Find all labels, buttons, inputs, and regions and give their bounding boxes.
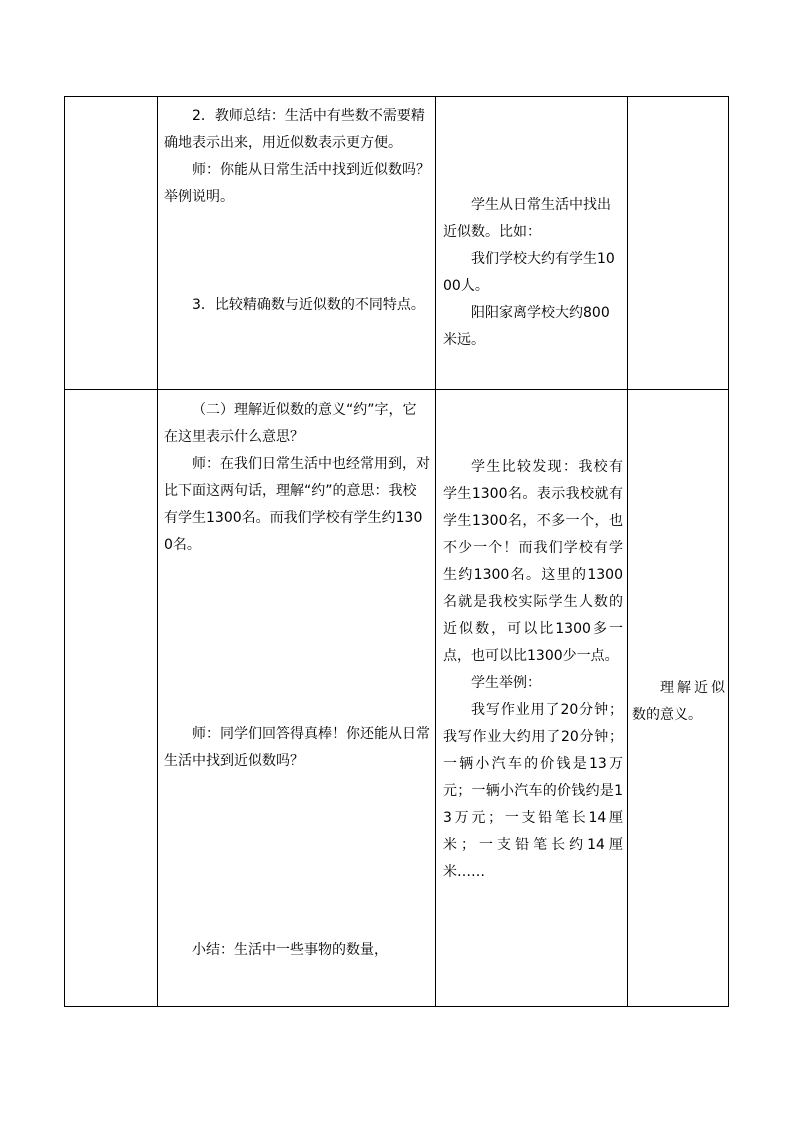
row1-teacher-cell [164,103,430,319]
student-compare-text: 学生比较发现：我校有学生1300名。表示我校就有学生1300名，不多一个，也不少一个！而我们学校有学生约1300名。这里的1300名就是我校实际学生人数的近似数，可以比1300多一点，也可以比1300少一点。 [443,459,623,664]
design-intent-text: 理解近似数的意义。 [632,680,725,723]
row-divider [64,389,729,390]
table-border-top [64,96,729,97]
compare-features-text: 3．比较精确数与近似数的不同特点。 [192,297,425,313]
table-border-left [64,96,65,1007]
student-find-text: 学生从日常生活中找出近似数。比如： [443,197,611,240]
row2-student-cell [443,454,623,886]
student-examples-label: 学生举例： [471,675,541,691]
column-divider-3 [627,96,628,1007]
teacher-question-text: 师：你能从日常生活中找到近似数吗？举例说明。 [164,162,430,205]
teacher-praise-text: 师：同学们回答得真棒！你还能从日常生活中找到近似数吗？ [164,726,430,769]
table-border-right [728,96,729,1007]
student-examples-text: 我写作业用了20分钟；我写作业大约用了20分钟；一辆小汽车的价钱是13万元；一辆小汽车的价钱约是13万元；一支铅笔长14厘米；一支铅笔长约14厘米…… [443,702,623,880]
teacher-summary-text: 2．教师总结：生活中有些数不需要精确地表示出来，用近似数表示更方便。 [164,108,425,151]
section-heading-text: （二）理解近似数的意义“约”字，它在这里表示什么意思？ [164,402,417,445]
teacher-compare-text: 师：在我们日常生活中也经常用到，对比下面这两句话，理解“约”的意思：我校有学生1300名。而我们学校有学生约1300名。 [164,456,430,553]
student-example-school-text: 我们学校大约有学生1000人。 [443,251,615,294]
row2-intent-cell [632,675,725,729]
summary-text: 小结：生活中一些事物的数量， [192,942,388,958]
row2-teacher-cell [164,397,430,964]
column-divider-1 [157,96,158,1007]
table-border-bottom [64,1006,729,1007]
column-divider-2 [435,96,436,1007]
row1-student-cell [443,192,623,354]
student-example-distance-text: 阳阳家离学校大约800米远。 [443,305,610,348]
